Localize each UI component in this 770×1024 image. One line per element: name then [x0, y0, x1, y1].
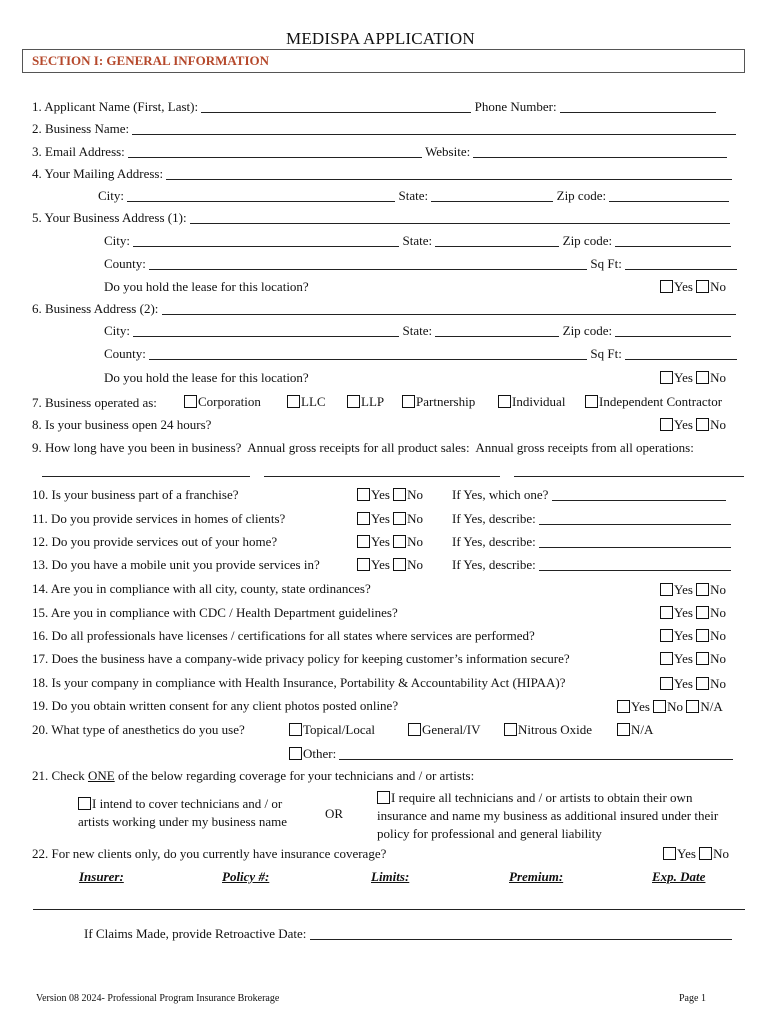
q12-yes-checkbox[interactable]	[357, 535, 370, 548]
q13-label: 13. Do you have a mobile unit you provide services in?	[32, 557, 320, 572]
q12-yes-no: Yes No	[357, 534, 423, 550]
q13-no-checkbox[interactable]	[393, 558, 406, 571]
q8-yes-no: Yes No	[660, 417, 726, 433]
q7-label: 7. Business operated as:	[32, 395, 157, 410]
q20-opt-general: General/IV	[408, 722, 480, 738]
address1-state-field[interactable]	[435, 234, 559, 247]
q8-yes-checkbox[interactable]	[660, 418, 673, 431]
q6-lease-yes-no: Yes No	[660, 370, 726, 386]
mailing-zip-field[interactable]	[609, 189, 729, 202]
q10-no-checkbox[interactable]	[393, 488, 406, 501]
sqft-label: Sq Ft:	[590, 256, 622, 271]
q15-yes-checkbox[interactable]	[660, 606, 673, 619]
q21-option-b: I require all technicians and / or artists to obtain their own insurance and name my business as additional insured under their policy for professional and general liability	[377, 790, 719, 841]
q12-follow-row	[452, 534, 731, 550]
q12-label: 12. Do you provide services out of your home?	[32, 534, 278, 549]
q7-opt-llp: LLP	[347, 394, 384, 410]
zip-label: Zip code:	[562, 233, 613, 248]
q10-yes-no: Yes No	[357, 487, 423, 503]
topical-local-checkbox[interactable]	[289, 723, 302, 736]
q1-label: 1. Applicant Name (First, Last):	[32, 99, 199, 114]
q7-opt-individual: Individual	[498, 394, 565, 410]
q14-yes-no: Yes No	[660, 582, 726, 598]
address1-sqft-field[interactable]	[625, 257, 737, 270]
address1-county-field[interactable]	[149, 257, 587, 270]
sqft-label: Sq Ft:	[590, 346, 622, 361]
q6-city-row	[104, 323, 731, 339]
q4-label: 4. Your Mailing Address:	[32, 166, 164, 181]
q16-yes-checkbox[interactable]	[660, 629, 673, 642]
q4-city-row	[98, 188, 729, 204]
q5-lease-yes-no: Yes No	[660, 279, 726, 295]
section-title: SECTION I: GENERAL INFORMATION	[32, 53, 270, 68]
general-iv-checkbox[interactable]	[408, 723, 421, 736]
q17-yes-checkbox[interactable]	[660, 652, 673, 665]
applicant-name-field[interactable]	[201, 100, 471, 113]
q15-yes-no: Yes No	[660, 605, 726, 621]
q6-county-row	[104, 346, 737, 362]
mobile-unit-describe-field[interactable]	[539, 558, 731, 571]
q11-follow-row	[452, 511, 731, 527]
address2-state-field[interactable]	[435, 324, 559, 337]
q14-yes-checkbox[interactable]	[660, 583, 673, 596]
q5-county-row	[104, 256, 737, 272]
q11-yes-checkbox[interactable]	[357, 512, 370, 525]
q14-no-checkbox[interactable]	[696, 583, 709, 596]
q21-or: OR	[325, 806, 344, 821]
mailing-address-field[interactable]	[166, 167, 732, 180]
zip-label: Zip code:	[562, 323, 613, 338]
address1-zip-field[interactable]	[615, 234, 731, 247]
llc-checkbox[interactable]	[287, 395, 300, 408]
q21-label: 21. Check ONE of the below regarding coverage for your technicians and / or artists:	[32, 768, 475, 783]
footer-page-number: Page 1	[679, 993, 706, 1004]
q19-na-checkbox[interactable]	[686, 700, 699, 713]
q15-no-checkbox[interactable]	[696, 606, 709, 619]
q7-opt-llc: LLC	[287, 394, 326, 410]
q18-yes-checkbox[interactable]	[660, 677, 673, 690]
state-label: State:	[402, 323, 433, 338]
q3-row	[32, 144, 727, 160]
q6-row	[32, 301, 736, 317]
q3-label: 3. Email Address:	[32, 144, 125, 159]
phone-field[interactable]	[560, 100, 716, 113]
gross-all-label: Annual gross receipts from all operations:	[475, 440, 694, 455]
cover-technicians-checkbox[interactable]	[78, 797, 91, 810]
limits-column-header: Limits:	[371, 869, 410, 884]
q22-label: 22. For new clients only, do you currently have insurance coverage?	[32, 846, 387, 861]
partnership-checkbox[interactable]	[402, 395, 415, 408]
years-in-business-field[interactable]	[42, 464, 250, 477]
q12-follow-label: If Yes, describe:	[452, 534, 536, 549]
q19-no-checkbox[interactable]	[653, 700, 666, 713]
q9-row	[32, 440, 694, 456]
address1-city-field[interactable]	[133, 234, 399, 247]
q11-label: 11. Do you provide services in homes of clients?	[32, 511, 286, 526]
anesthetic-na-checkbox[interactable]	[617, 723, 630, 736]
current-insurance-entry-line[interactable]	[33, 897, 745, 910]
state-label: State:	[398, 188, 429, 203]
q16-yes-no: Yes No	[660, 628, 726, 644]
q8-no-checkbox[interactable]	[696, 418, 709, 431]
q2-label: 2. Business Name:	[32, 121, 130, 136]
q18-yes-no: Yes No	[660, 676, 726, 692]
require-technician-insurance-checkbox[interactable]	[377, 791, 390, 804]
nitrous-oxide-checkbox[interactable]	[504, 723, 517, 736]
q21-one-emphasis: ONE	[87, 768, 115, 783]
website-field[interactable]	[473, 145, 727, 158]
q19-label: 19. Do you obtain written consent for any client photos posted online?	[32, 698, 399, 713]
address2-zip-field[interactable]	[615, 324, 731, 337]
exp-date-column-header: Exp. Date	[652, 869, 706, 884]
q13-follow-label: If Yes, describe:	[452, 557, 536, 572]
q7-opt-partnership: Partnership	[402, 394, 475, 410]
phone-label: Phone Number:	[474, 99, 557, 114]
q18-no-checkbox[interactable]	[696, 677, 709, 690]
q6-label: 6. Business Address (2):	[32, 301, 159, 316]
llp-checkbox[interactable]	[347, 395, 360, 408]
q18-label: 18. Is your company in compliance with Health Insurance, Portability & Accountability Act (HIPAA)?	[32, 675, 566, 690]
q16-label: 16. Do all professionals have licenses / certifications for all states where services are performed?	[32, 628, 535, 643]
city-label: City:	[104, 233, 131, 248]
premium-column-header: Premium:	[509, 869, 564, 884]
city-label: City:	[104, 323, 131, 338]
q17-no-checkbox[interactable]	[696, 652, 709, 665]
q5-lease-no-checkbox[interactable]	[696, 280, 709, 293]
q20-opt-topical: Topical/Local	[289, 722, 375, 738]
policy-column-header: Policy #:	[222, 869, 270, 884]
other-anesthetic-checkbox[interactable]	[289, 747, 302, 760]
website-label: Website:	[425, 144, 471, 159]
q13-follow-row	[452, 557, 731, 573]
q17-yes-no: Yes No	[660, 651, 726, 667]
city-label: City:	[98, 188, 125, 203]
q6-lease-yes-checkbox[interactable]	[660, 371, 673, 384]
q20-label: 20. What type of anesthetics do you use?	[32, 722, 245, 737]
q22-yes-no: Yes No	[663, 846, 729, 862]
q5-city-row	[104, 233, 731, 249]
page-title: MEDISPA APPLICATION	[286, 29, 475, 48]
q22-yes-checkbox[interactable]	[663, 847, 676, 860]
q19-yes-checkbox[interactable]	[617, 700, 630, 713]
q1-row	[32, 99, 716, 115]
business-address-2-field[interactable]	[162, 302, 736, 315]
q6-lease-question: Do you hold the lease for this location?	[104, 370, 309, 385]
q17-label: 17. Does the business have a company-wide privacy policy for keeping customer’s information secure?	[32, 651, 570, 666]
q10-follow-row	[452, 487, 726, 503]
gross-all-field[interactable]	[514, 464, 744, 477]
insurer-column-header: Insurer:	[79, 869, 124, 884]
business-name-field[interactable]	[132, 122, 736, 135]
individual-checkbox[interactable]	[498, 395, 511, 408]
gross-product-label: Annual gross receipts for all product sales:	[247, 440, 470, 455]
q13-yes-no: Yes No	[357, 557, 423, 573]
q19-options: Yes No N/A	[617, 699, 723, 715]
retroactive-date-field[interactable]	[310, 927, 732, 940]
q9-label: 9. How long have you been in business?	[32, 440, 242, 455]
county-label: County:	[104, 256, 146, 271]
gross-product-field[interactable]	[264, 464, 500, 477]
homes-of-clients-describe-field[interactable]	[539, 512, 731, 525]
retro-date-row	[84, 926, 732, 942]
county-label: County:	[104, 346, 146, 361]
q11-follow-label: If Yes, describe:	[452, 511, 536, 526]
q5-label: 5. Your Business Address (1):	[32, 210, 187, 225]
out-of-home-describe-field[interactable]	[539, 535, 731, 548]
q20-other-row	[289, 746, 733, 762]
q10-label: 10. Is your business part of a franchise?	[32, 487, 239, 502]
q5-lease-question: Do you hold the lease for this location?	[104, 279, 309, 294]
q16-no-checkbox[interactable]	[696, 629, 709, 642]
footer-version: Version 08 2024- Professional Program Insurance Brokerage	[36, 993, 280, 1004]
independent-contractor-checkbox[interactable]	[585, 395, 598, 408]
q5-row	[32, 210, 730, 226]
q11-no-checkbox[interactable]	[393, 512, 406, 525]
q20-opt-na: N/A	[617, 722, 653, 738]
address2-county-field[interactable]	[149, 347, 587, 360]
state-label: State:	[402, 233, 433, 248]
q15-label: 15. Are you in compliance with CDC / Health Department guidelines?	[32, 605, 398, 620]
address2-city-field[interactable]	[133, 324, 399, 337]
business-address-1-field[interactable]	[190, 211, 730, 224]
franchise-name-field[interactable]	[552, 488, 726, 501]
q5-lease-yes-checkbox[interactable]	[660, 280, 673, 293]
q6-lease-no-checkbox[interactable]	[696, 371, 709, 384]
q7-opt-independent-contractor: Independent Contractor	[585, 394, 722, 410]
mailing-city-field[interactable]	[127, 189, 395, 202]
q4-row	[32, 166, 732, 182]
zip-label: Zip code:	[556, 188, 607, 203]
address2-sqft-field[interactable]	[625, 347, 737, 360]
q10-follow-label: If Yes, which one?	[452, 487, 549, 502]
q2-row	[32, 121, 736, 137]
q7-opt-corporation: Corporation	[184, 394, 261, 410]
q22-no-checkbox[interactable]	[699, 847, 712, 860]
mailing-state-field[interactable]	[431, 189, 553, 202]
other-label: Other:	[303, 746, 337, 761]
other-anesthetic-field[interactable]	[339, 747, 733, 760]
retro-date-label: If Claims Made, provide Retroactive Date:	[84, 926, 307, 941]
email-field[interactable]	[128, 145, 422, 158]
q12-no-checkbox[interactable]	[393, 535, 406, 548]
q20-opt-nitrous: Nitrous Oxide	[504, 722, 592, 738]
q8-label: 8. Is your business open 24 hours?	[32, 417, 212, 432]
q11-yes-no: Yes No	[357, 511, 423, 527]
q21-option-a: I intend to cover technicians and / or artists working under my business name	[78, 796, 288, 829]
corporation-checkbox[interactable]	[184, 395, 197, 408]
q14-label: 14. Are you in compliance with all city, county, state ordinances?	[32, 581, 371, 596]
q10-yes-checkbox[interactable]	[357, 488, 370, 501]
q13-yes-checkbox[interactable]	[357, 558, 370, 571]
